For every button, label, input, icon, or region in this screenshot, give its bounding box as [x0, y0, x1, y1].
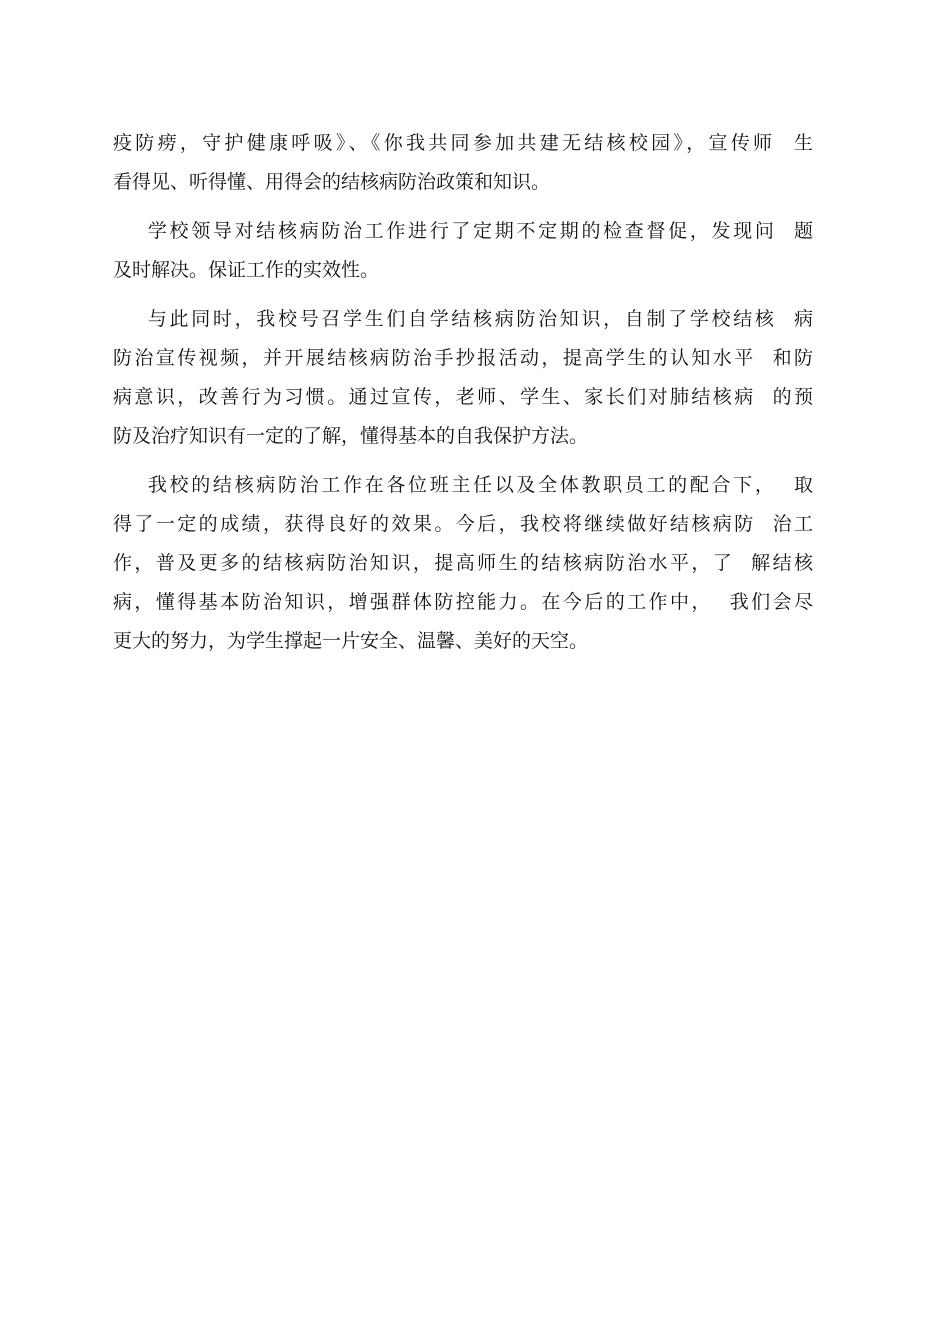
text-line: 疫防痨，守护健康呼吸》、《你我共同参加共建无结核校园》，宣传师 生: [113, 132, 813, 154]
text-line: 得了一定的成绩，获得良好的效果。今后，我校将继续做好结核病防 治工: [113, 513, 813, 535]
text-line: 看得见、听得懂、用得会的结核病防治政策和知识。: [113, 171, 551, 193]
paragraph-2: [113, 212, 813, 290]
text-line: 病，懂得基本防治知识，增强群体防控能力。在今后的工作中， 我们会尽: [113, 591, 813, 613]
paragraph-3: [113, 300, 813, 456]
text-line: 更大的努力，为学生撑起一片安全、温馨、美好的天空。: [113, 630, 589, 652]
document-body: [113, 124, 813, 661]
text-line: 防治宣传视频，并开展结核病防治手抄报活动，提高学生的认知水平 和防: [113, 347, 813, 369]
text-line: 病意识，改善行为习惯。通过宣传，老师、学生、家长们对肺结核病 的预: [113, 386, 813, 408]
text-line: 学校领导对结核病防治工作进行了定期不定期的检查督促，发现问 题: [113, 220, 813, 242]
paragraph-4: [113, 466, 813, 661]
text-line: 与此同时，我校号召学生们自学结核病防治知识，自制了学校结核 病: [113, 308, 813, 330]
text-line: 及时解决。保证工作的实效性。: [113, 259, 380, 281]
text-line: 我校的结核病防治工作在各位班主任以及全体教职员工的配合下， 取: [113, 474, 813, 496]
text-line: 作，普及更多的结核病防治知识，提高师生的结核病防治水平，了 解结核: [113, 552, 813, 574]
text-line: 防及治疗知识有一定的了解，懂得基本的自我保护方法。: [113, 425, 589, 447]
paragraph-1: [113, 124, 813, 202]
